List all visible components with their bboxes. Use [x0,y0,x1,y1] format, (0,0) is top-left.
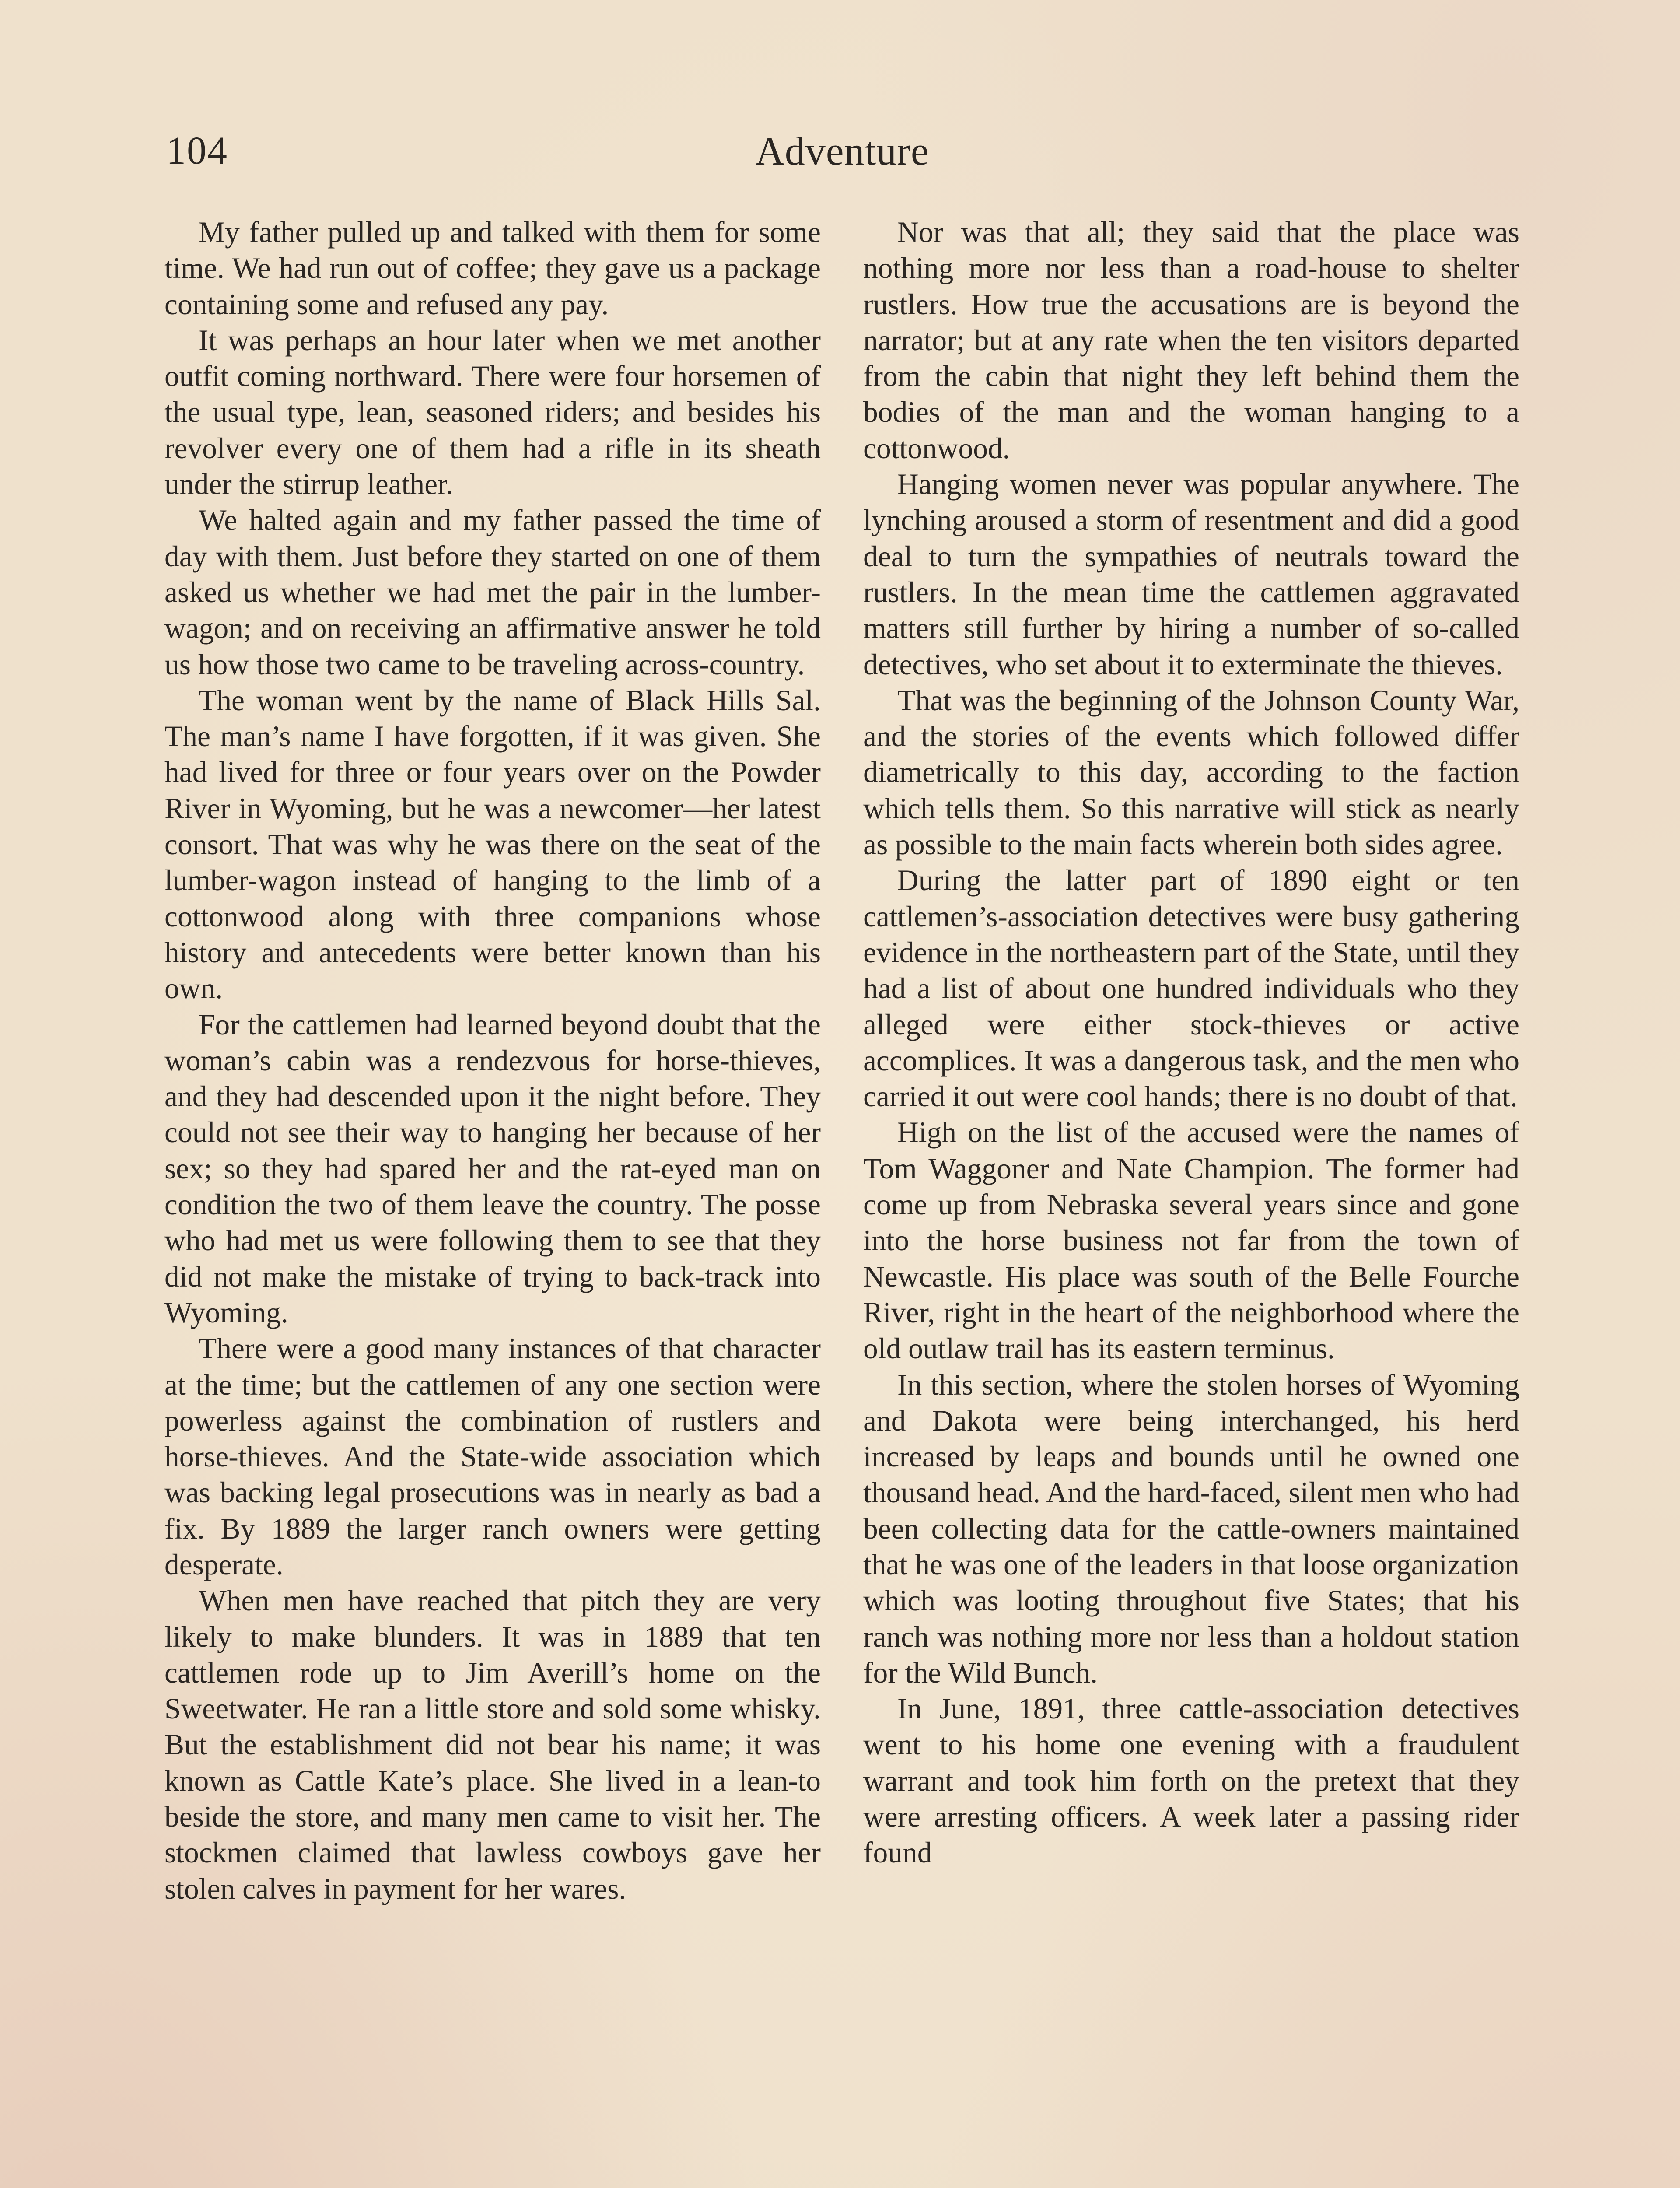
paragraph-continued: Nor was that all; they said that the place was nothing more nor less than a road-house to shelter rustlers. How true the accusations are is beyond the narrator; but at any rate when the ten visitors departed from the cabin that night they left behind them the bodies of the man and the woman hanging to a cottonwood. [863,216,1519,465]
paragraph: For the cattlemen had learned beyond doubt that the woman’s cabin was a rendezvous for horse-thieves, and they had descended upon it the night before. They could not see their way to hanging her because of her sex; so they had spared her and the rat-eyed man on condition the two of them leave the country. The posse who had met us were following them to see that they did not make the mistake of trying to back-track into Wyoming. [164,1008,821,1329]
paragraph: That was the beginning of the Johnson County War, and the stories of the events which followed differ diametrically to this day, according to the faction which tells them. So this narrative will stick as nearly as possible to the main facts wherein both sides agree. [863,684,1519,861]
page-header [166,127,1518,175]
paragraph: When men have reached that pitch they are very likely to make blunders. It was in 1889 that ten cattlemen rode up to Jim Averill’s home on the Sweetwater. He ran a little store and sold some whisky. But the establishment did not bear his name; it was known as Cattle Kate’s place. She lived in a lean-to beside the store, and many men came to visit her. The stockmen claimed that lawless cowboys gave her stolen calves in payment for her wares. [164,1584,821,1905]
left-column [164,214,821,2188]
paragraph: During the latter part of 1890 eight or ten cattlemen’s-association detectives were busy gathering evidence in the northeastern part of the State, until they had a list of about one hundred individuals who they alleged were either stock-thieves or active accomplices. It was a dangerous task, and the men who carried it out were cool hands; there is no doubt of that. [863,864,1519,1113]
paragraph: There were a good many instances of that character at the time; but the cattlemen of any one section were powerless against the combination of rustlers and horse-thieves. And the State-wide association which was backing legal prosecutions was in nearly as bad a fix. By 1889 the larger ranch owners were getting desperate. [164,1332,821,1581]
right-column [863,214,1519,2188]
paragraph: We halted again and my father passed the time of day with them. Just before they started on one of them asked us whether we had met the pair in the lumber-wagon; and on receiving an affirmative answer he told us how those two came to be traveling across-country. [164,504,821,681]
paragraph: High on the list of the accused were the names of Tom Waggoner and Nate Champion. The former had come up from Nebraska several years since and gone into the horse business not far from the town of Newcastle. His place was south of the Belle Fourche River, right in the heart of the neighborhood where the old outlaw trail has its eastern terminus. [863,1116,1519,1365]
paragraph: The woman went by the name of Black Hills Sal. The man’s name I have forgotten, if it was given. She had lived for three or four years over on the Powder River in Wyoming, but he was a newcomer—her latest consort. That was why he was there on the seat of the lumber-wagon instead of hanging to the limb of a cottonwood along with three companions whose history and antecedents were better known than his own. [164,684,821,1005]
running-head-title: Adventure [755,129,929,173]
paragraph: In June, 1891, three cattle-association detectives went to his home one evening with a fraudulent warrant and took him forth on the pretext that they were arresting officers. A week later a passing rider found [863,1692,1519,1869]
paragraph: My father pulled up and talked with them for some time. We had run out of coffee; they gave us a package containing some and refused any pay. [164,216,821,321]
paragraph: It was perhaps an hour later when we met another outfit coming northward. There were four horsemen of the usual type, lean, seasoned riders; and besides his revolver every one of them had a rifle in its sheath under the stirrup leather. [164,323,821,501]
paragraph: Hanging women never was popular anywhere. The lynching aroused a storm of resentment and did a good deal to turn the sympathies of neutrals toward the rustlers. In the mean time the cattlemen aggravated matters still further by hiring a number of so-called detectives, who set about it to exterminate the thieves. [863,468,1519,681]
paragraph: In this section, where the stolen horses of Wyoming and Dakota were being interchanged, his herd increased by leaps and bounds until he owned one thousand head. And the hard-faced, silent men who had been collecting data for the cattle-owners maintained that he was one of the leaders in that loose organization which was looting throughout five States; that his ranch was nothing more nor less than a holdout station for the Wild Bunch. [863,1368,1519,1689]
page-number: 104 [166,129,228,172]
